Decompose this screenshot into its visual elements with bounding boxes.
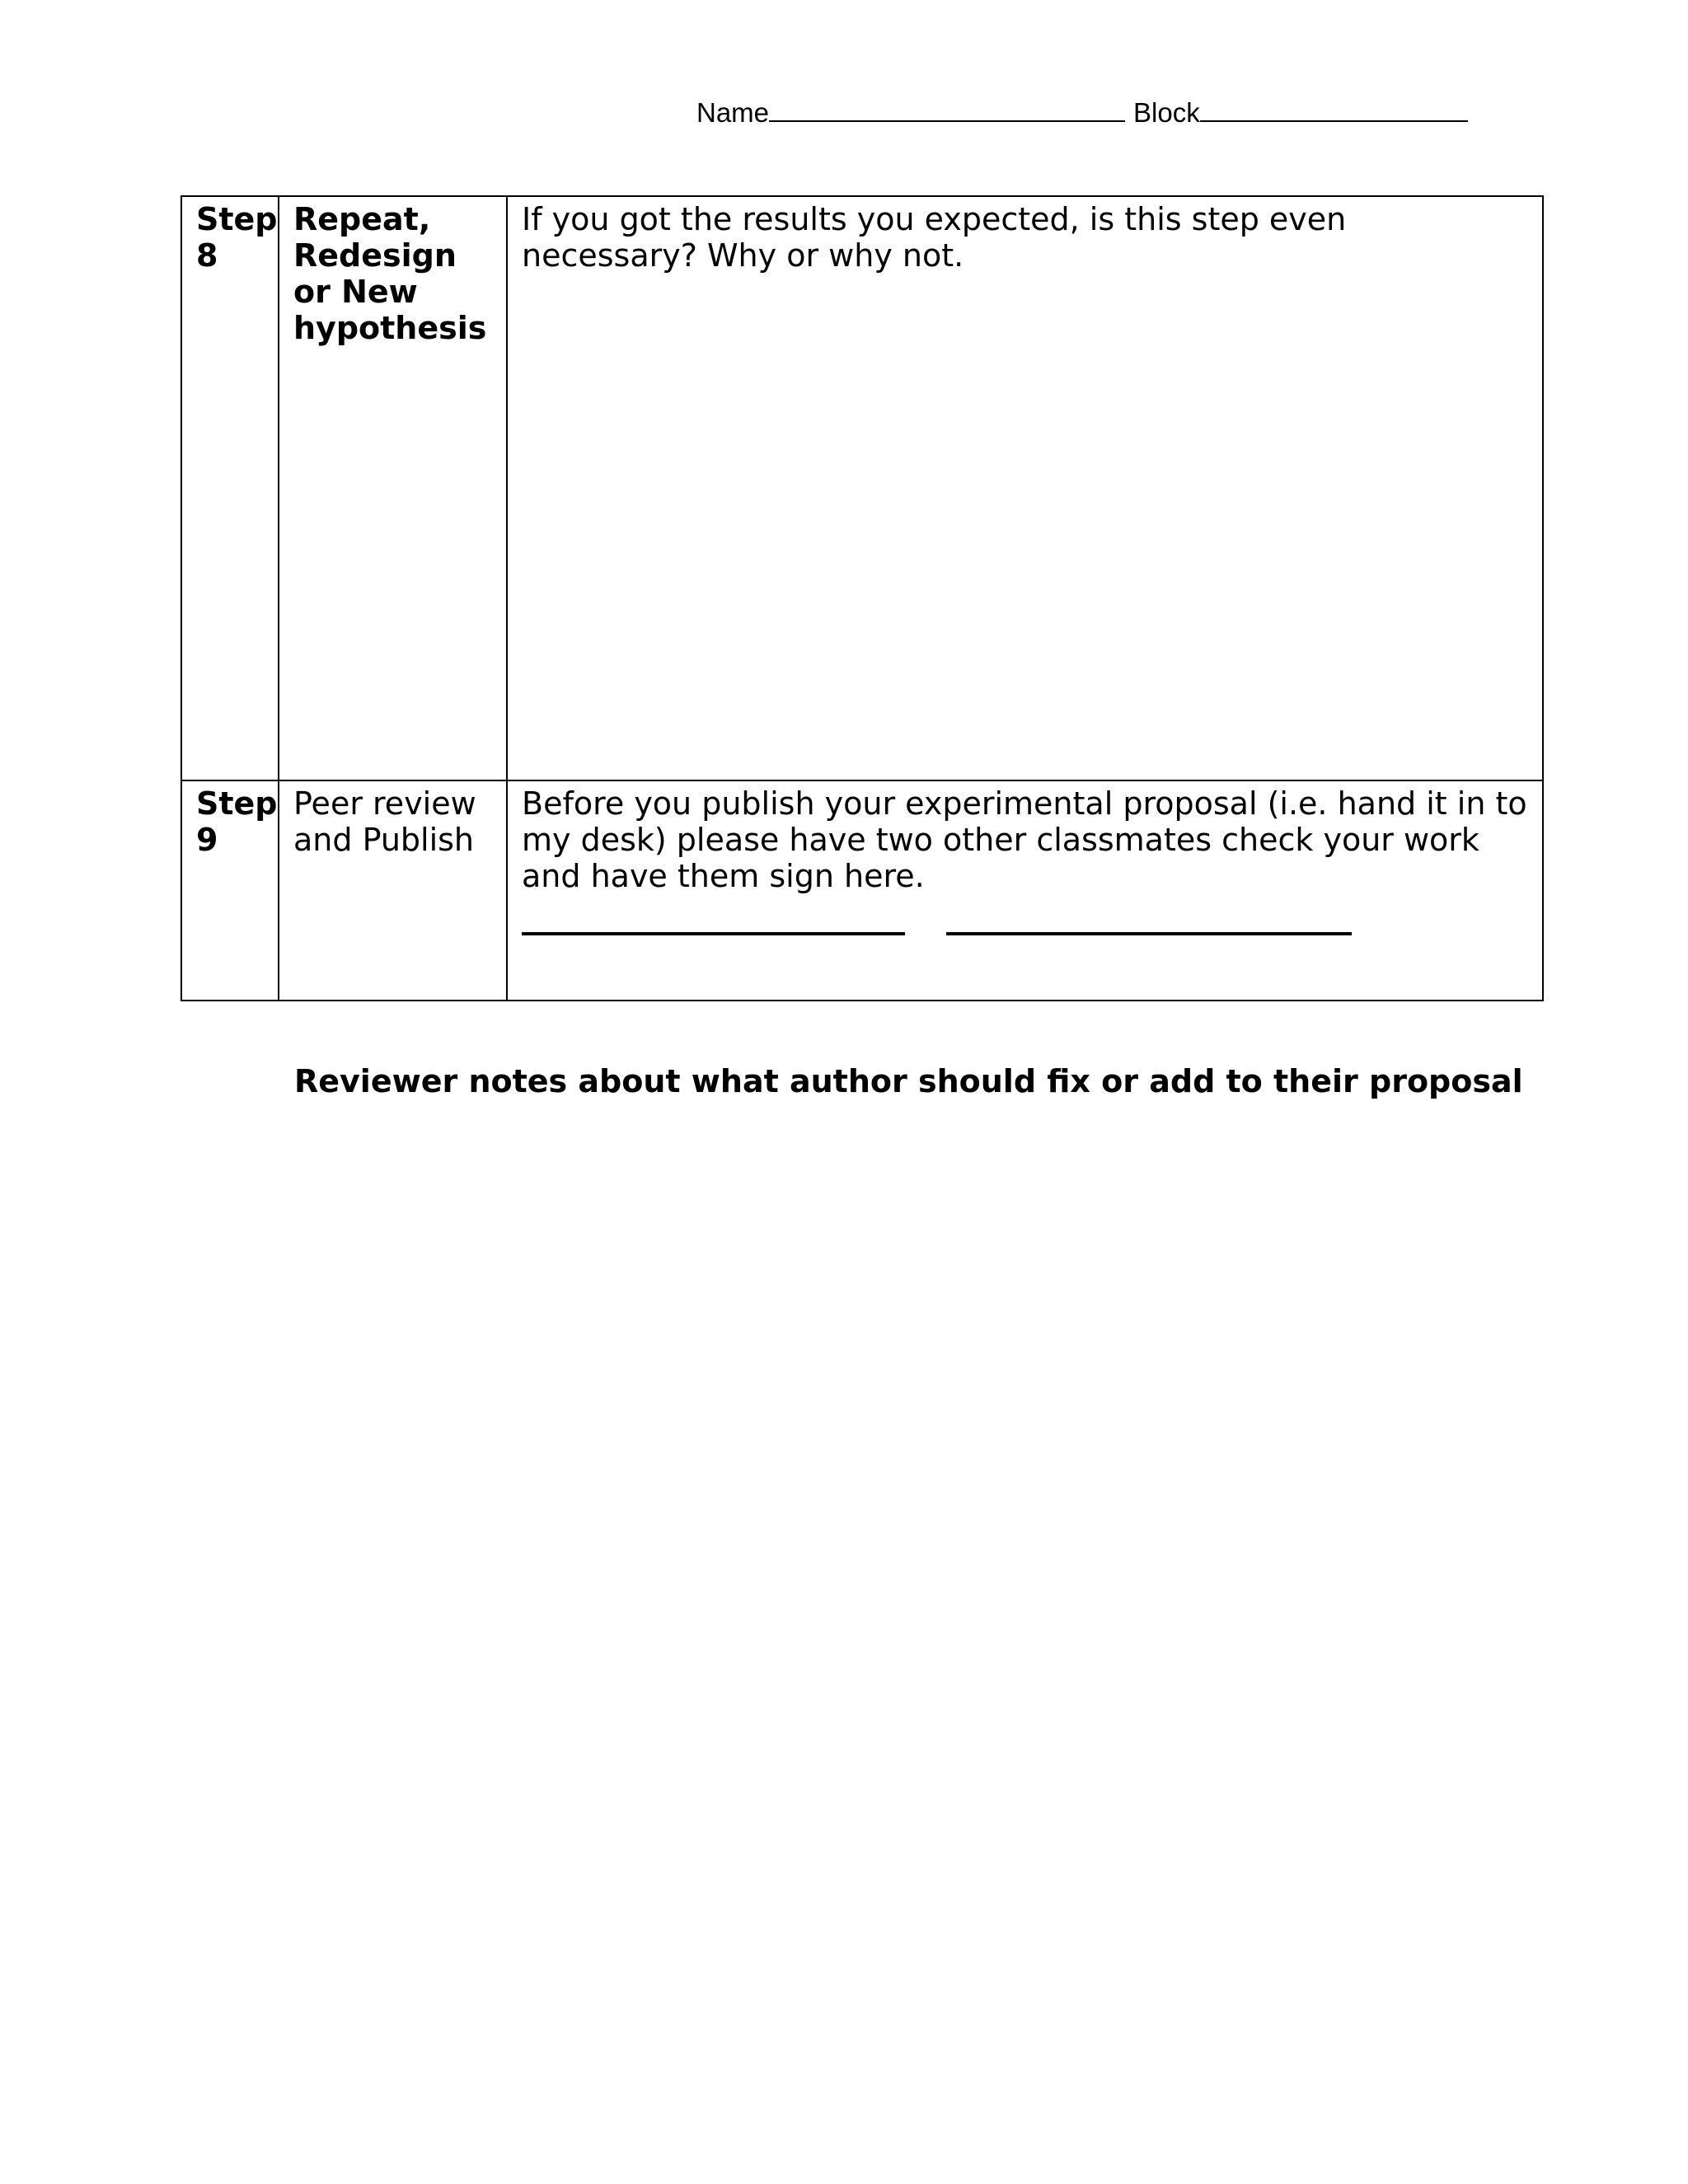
steps-table bbox=[181, 195, 1544, 1001]
step-prompt-text: If you got the results you expected, is this step even necessary? Why or why not. bbox=[522, 201, 1347, 274]
signature-line-1[interactable] bbox=[522, 932, 905, 935]
name-field[interactable] bbox=[769, 99, 1125, 122]
step-content-cell bbox=[507, 780, 1543, 1001]
signature-line-2[interactable] bbox=[946, 932, 1352, 935]
step-title-cell: Peer review and Publish bbox=[279, 780, 507, 1001]
step-number-cell: Step 9 bbox=[181, 780, 279, 1001]
block-field[interactable] bbox=[1200, 99, 1468, 122]
name-block-header bbox=[696, 97, 1468, 129]
table-row-step-9 bbox=[181, 780, 1543, 1001]
signature-lines bbox=[522, 917, 1528, 950]
step-number-cell: Step 8 bbox=[181, 196, 279, 780]
block-label: Block bbox=[1133, 97, 1200, 128]
reviewer-notes-heading: Reviewer notes about what author should fix or add to their proposal bbox=[294, 1063, 1523, 1099]
name-label: Name bbox=[696, 97, 770, 128]
table-row-step-8 bbox=[181, 196, 1543, 780]
step-prompt-text: Before you publish your experimental proposal (i.e. hand it in to my desk) please have two other classmates check your work and have them sign here. bbox=[522, 785, 1527, 894]
step-title-cell: Repeat, Redesign or New hypothesis bbox=[279, 196, 507, 780]
step-content-cell[interactable] bbox=[507, 196, 1543, 780]
